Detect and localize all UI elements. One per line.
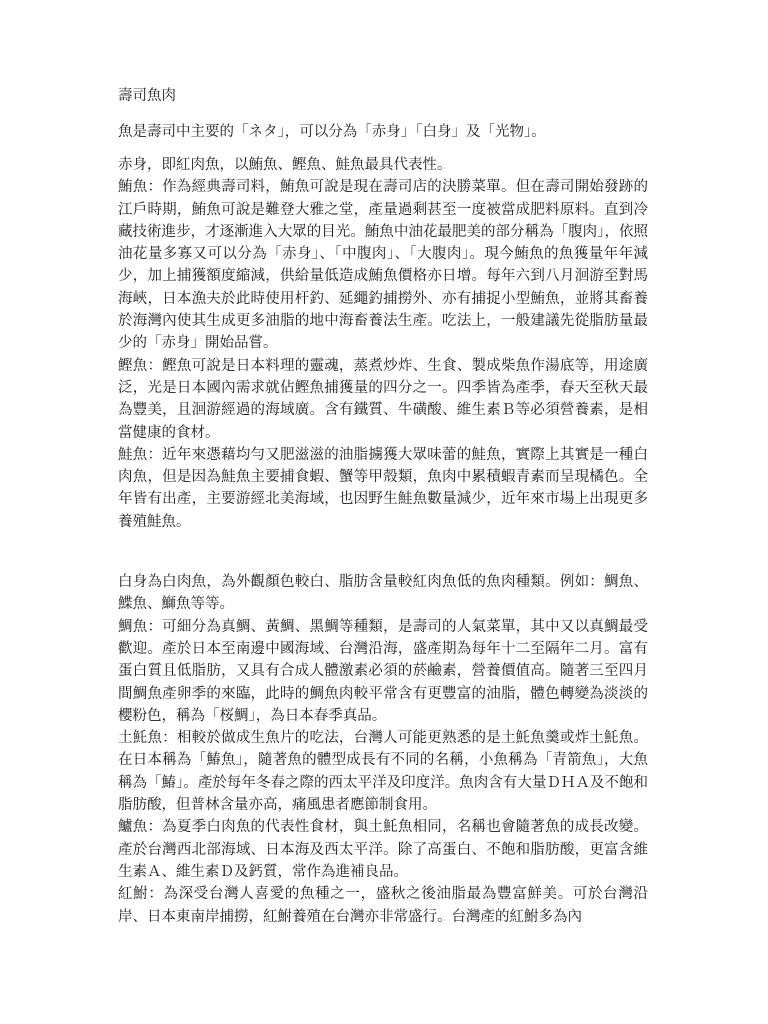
white-meat-section bbox=[118, 571, 648, 928]
red-meat-summary: 赤身，即紅肉魚，以鮪魚、鰹魚、鮭魚最具代表性。 bbox=[118, 157, 452, 173]
document-title: 壽司魚肉 bbox=[118, 88, 176, 104]
spanish-mackerel-paragraph: 土魠魚：相較於做成生魚片的吃法，台灣人可能更熟悉的是土魠魚羹或炸土魠魚。在日本稱為「鰆魚」，隨著魚的體型成長有不同的名稱，小魚稱為「青箭魚」，大魚稱為「鰆」。產於每年冬春之際的西太平洋及印度洋。魚肉含有大量ＤＨＡ及不飽和脂肪酸，但普林含量亦高，痛風患者應節制食用。 bbox=[118, 730, 648, 814]
red-snapper-paragraph: 紅鮒：為深受台灣人喜愛的魚種之一，盛秋之後油脂最為豐富鮮美。可於台灣沿岸、日本東南岸捕撈，紅鮒養殖在台灣亦非常盛行。台灣產的紅鮒多為內 bbox=[118, 886, 648, 925]
red-meat-section bbox=[118, 154, 648, 533]
document-page bbox=[118, 86, 648, 928]
salmon-paragraph: 鮭魚：近年來憑藉均勻又肥滋滋的油脂擄獲大眾味蕾的鮭魚，實際上其實是一種白肉魚，但是因為鮭魚主要捕食蝦、蟹等甲殼類，魚肉中累積蝦青素而呈現橘色。全年皆有出產，主要游經北美海域，也因野生鮭魚數量減少，近年來市場上出現更多養殖鮭魚。 bbox=[118, 446, 648, 530]
section-spacer bbox=[118, 533, 648, 571]
sea-bass-paragraph: 鱸魚：為夏季白肉魚的代表性食材，與土魠魚相同，名稱也會隨著魚的成長改變。產於台灣西北部海域、日本海及西太平洋。除了高蛋白、不飽和脂肪酸，更富含維生素Ａ、維生素Ｄ及鈣質，常作為進補良品。 bbox=[118, 819, 648, 880]
intro-paragraph: 魚是壽司中主要的「ネタ」，可以分為「赤身」「白身」及「光物」。 bbox=[118, 124, 546, 140]
white-meat-summary: 白身為白肉魚，為外觀顏色較白、脂肪含量較紅肉魚低的魚肉種類。例如：鯛魚、鰈魚、鰤魚等等。 bbox=[118, 574, 648, 613]
tuna-paragraph: 鮪魚：作為經典壽司料，鮪魚可說是現在壽司店的決勝菜單。但在壽司開始發跡的江戶時期，鮪魚可說是難登大雅之堂，產量過剩甚至一度被當成肥料原料。直到冷藏技術進步，才逐漸進入大眾的目光。鮪魚中油花最肥美的部分稱為「腹肉」，依照油花量多寡又可以分為「赤身」、「中腹肉」、「大腹肉」。現今鮪魚的魚獲量年年減少，加上捕獲額度縮減，供給量低造成鮪魚價格亦日增。每年六到八月洄游至對馬海峽，日本漁夫於此時使用杆釣、延繩釣捕撈外、亦有捕捉小型鮪魚，並將其畜養於海灣內使其生成更多油脂的地中海畜養法生產。吃法上，一般建議先從脂肪量最少的「赤身」開始品嘗。 bbox=[118, 179, 648, 352]
bonito-paragraph: 鰹魚：鰹魚可說是日本料理的靈魂，蒸煮炒炸、生食、製成柴魚作湯底等，用途廣泛，光是日本國內需求就佔鰹魚捕獲量的四分之一。四季皆為產季，春天至秋天最為豐美，且洄游經過的海域廣。含有鐵質、牛磺酸、維生素Ｂ等必須營養素，是相當健康的食材。 bbox=[118, 357, 648, 441]
sea-bream-paragraph: 鯛魚：可細分為真鯛、黃鯛、黑鯛等種類，是壽司的人氣菜單，其中又以真鯛最受歡迎。產於日本至南邊中國海域、台灣沿海，盛產期為每年十二至隔年二月。富有蛋白質且低脂肪，又具有合成人體激素必須的菸鹼素，營養價值高。隨著三至四月間鯛魚產卵季的來臨，此時的鯛魚肉較平常含有更豐富的油脂，體色轉變為淡淡的櫻粉色，稱為「桜鯛」，為日本春季真品。 bbox=[118, 618, 648, 724]
